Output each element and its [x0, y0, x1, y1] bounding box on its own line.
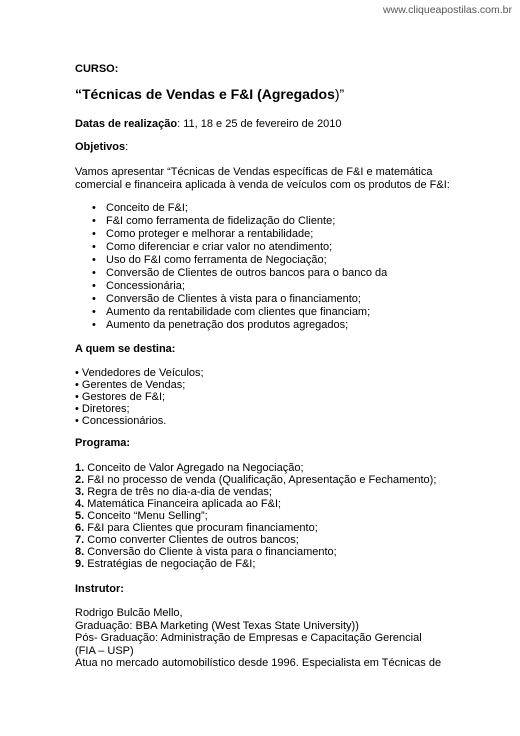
objectives-list	[92, 202, 387, 332]
objective-item: • Uso do F&I como ferramenta de Negociação;	[92, 254, 387, 267]
objectives-heading	[75, 141, 128, 154]
program-item-number: 4.	[75, 498, 85, 510]
objective-item: • Conversão de Clientes à vista para o financiamento;	[92, 293, 387, 306]
objectives-intro-line-2: comercial e financeira aplicada à venda de veículos com os produtos de F&I:	[75, 179, 450, 191]
objective-item: • Como proteger e melhorar a rentabilidade;	[92, 228, 387, 241]
program-item	[75, 546, 436, 558]
objective-item: • Aumento da penetração dos produtos agregados;	[92, 319, 387, 332]
instructor-line: Atua no mercado automobilístico desde 1996. Especialista em Técnicas de	[75, 657, 442, 669]
course-label: CURSO:	[75, 63, 119, 75]
program-item-text: Conversão do Cliente à vista para o financiamento;	[84, 546, 337, 558]
audience-item: • Diretores;	[75, 403, 130, 415]
dates-value: : 11, 18 e 25 de fevereiro de 2010	[177, 118, 342, 130]
program-item-text: Conceito “Menu Selling”;	[84, 510, 208, 522]
objective-item: • Conceito de F&I;	[92, 202, 387, 215]
objective-item: • Aumento da rentabilidade com clientes que financiam;	[92, 306, 387, 319]
instructor-line: (FIA – USP)	[75, 644, 134, 657]
program-item-number: 9.	[75, 558, 85, 570]
title-open-quote: “	[75, 86, 82, 102]
objective-item: • Conversão de Clientes de outros bancos para o banco da	[92, 267, 387, 280]
program-item	[75, 486, 436, 498]
audience-item: • Gestores de F&I;	[75, 391, 166, 403]
dates-line	[75, 118, 341, 131]
program-item	[75, 462, 436, 474]
site-watermark: www.cliqueapostilas.com.br	[383, 4, 512, 16]
program-item	[75, 558, 436, 570]
program-item-text: Como converter Clientes de outros bancos;	[84, 534, 299, 546]
course-title	[75, 86, 344, 103]
dates-label: Datas de realização	[75, 118, 178, 130]
instructor-line: Graduação: BBA Marketing (West Texas State University))	[75, 619, 359, 632]
objective-item: • Como diferenciar e criar valor no atendimento;	[92, 241, 387, 254]
program-item-number: 3.	[75, 486, 85, 498]
program-item-number: 6.	[75, 522, 85, 534]
program-item-text: F&I no processo de venda (Qualificação, Apresentação e Fechamento);	[84, 474, 437, 486]
instructor-details	[75, 607, 441, 670]
title-text: Técnicas de Vendas e F&I (Agregados	[82, 86, 335, 102]
program-item-text: Estratégias de negociação de F&I;	[84, 558, 256, 570]
program-item-number: 1.	[75, 462, 85, 474]
program-item-text: Matemática Financeira aplicada ao F&I;	[84, 498, 282, 510]
program-item	[75, 474, 436, 486]
audience-heading: A quem se destina:	[75, 343, 176, 355]
objectives-label: Objetivos	[75, 141, 126, 153]
instructor-heading: Instrutor:	[75, 583, 124, 595]
objective-item: • F&I como ferramenta de fidelização do Cliente;	[92, 215, 387, 228]
program-item	[75, 510, 436, 522]
objectives-colon: :	[125, 141, 129, 153]
objectives-intro-line-1: Vamos apresentar “Técnicas de Vendas específicas de F&I e matemática	[75, 166, 433, 178]
audience-item: • Vendedores de Veículos;	[75, 367, 204, 379]
audience-item: • Gerentes de Vendas;	[75, 379, 186, 391]
program-item-number: 8.	[75, 546, 85, 558]
program-item-number: 7.	[75, 534, 85, 546]
instructor-line: Pós- Graduação: Administração de Empresas e Capacitação Gerencial	[75, 632, 422, 644]
program-heading: Programa:	[75, 437, 131, 449]
program-item-text: Conceito de Valor Agregado na Negociação;	[84, 462, 304, 474]
program-item	[75, 498, 436, 510]
objective-item: • Concessionária;	[92, 280, 387, 293]
program-item-text: Regra de três no dia-a-dia de vendas;	[84, 486, 272, 498]
instructor-line: Rodrigo Bulcão Mello,	[75, 607, 183, 619]
program-item	[75, 522, 436, 534]
audience-list	[75, 367, 204, 427]
program-item-number: 2.	[75, 474, 85, 486]
program-item-number: 5.	[75, 510, 85, 522]
program-list	[75, 462, 436, 570]
audience-item: • Concessionários.	[75, 415, 167, 427]
title-close: )”	[334, 86, 345, 102]
program-item	[75, 534, 436, 546]
program-item-text: F&I para Clientes que procuram financiamento;	[84, 522, 318, 534]
